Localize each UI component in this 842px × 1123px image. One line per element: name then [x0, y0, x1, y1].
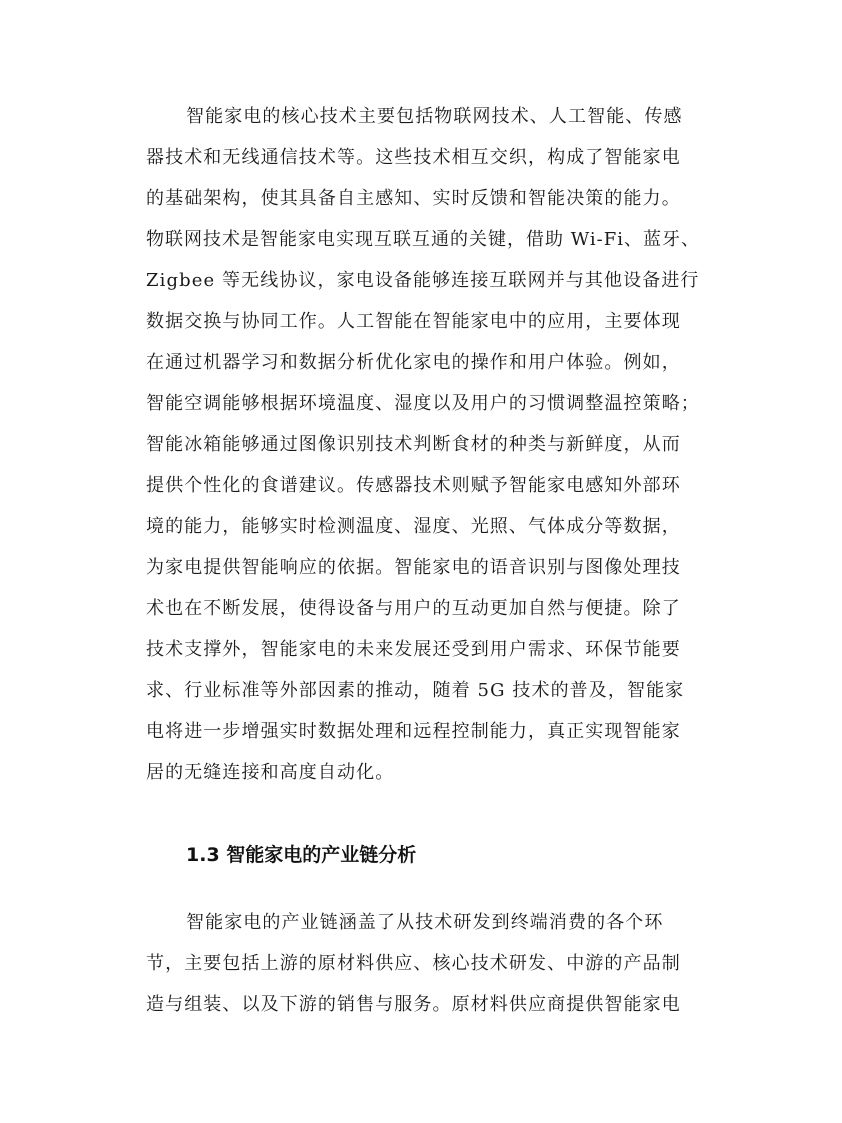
paragraph-line: 数据交换与协同工作。人工智能在智能家电中的应用，主要体现 [146, 311, 681, 332]
paragraph-line: 智能家电的核心技术主要包括物联网技术、人工智能、传感 [186, 106, 683, 127]
paragraph-line: 节，主要包括上游的原材料供应、核心技术研发、中游的产品制 [146, 953, 681, 974]
paragraph-line: 在通过机器学习和数据分析优化家电的操作和用户体验。例如， [146, 352, 681, 373]
paragraph-line: 器技术和无线通信技术等。这些技术相互交织，构成了智能家电 [146, 147, 681, 168]
paragraph-line: 提供个性化的食谱建议。传感器技术则赋予智能家电感知外部环 [146, 475, 681, 496]
paragraph-line: 电将进一步增强实时数据处理和远程控制能力，真正实现智能家 [146, 721, 681, 742]
paragraph-line: 求、行业标准等外部因素的推动，随着 5G 技术的普及，智能家 [146, 680, 685, 701]
paragraph-line: 智能家电的产业链涵盖了从技术研发到终端消费的各个环 [186, 912, 664, 933]
paragraph-line: 境的能力，能够实时检测温度、湿度、光照、气体成分等数据， [146, 516, 681, 537]
paragraph-line: 的基础架构，使其具备自主感知、实时反馈和智能决策的能力。 [146, 188, 681, 209]
paragraph-line: 术也在不断发展，使得设备与用户的互动更加自然与便捷。除了 [146, 598, 681, 619]
paragraph-line: 物联网技术是智能家电实现互联互通的关键，借助 Wi-Fi、蓝牙、 [146, 229, 700, 250]
paragraph-line: Zigbee 等无线协议，家电设备能够连接互联网并与其他设备进行 [146, 270, 700, 291]
section-heading: 1.3 智能家电的产业链分析 [186, 844, 417, 866]
paragraph-line: 技术支撑外，智能家电的未来发展还受到用户需求、环保节能要 [146, 639, 681, 660]
paragraph-line: 智能空调能够根据环境温度、湿度以及用户的习惯调整温控策略； [146, 393, 700, 414]
paragraph-line: 居的无缝连接和高度自动化。 [146, 762, 395, 783]
paragraph-line: 智能冰箱能够通过图像识别技术判断食材的种类与新鲜度，从而 [146, 434, 681, 455]
paragraph-line: 造与组装、以及下游的销售与服务。原材料供应商提供智能家电 [146, 994, 681, 1015]
paragraph-line: 为家电提供智能响应的依据。智能家电的语音识别与图像处理技 [146, 557, 681, 578]
